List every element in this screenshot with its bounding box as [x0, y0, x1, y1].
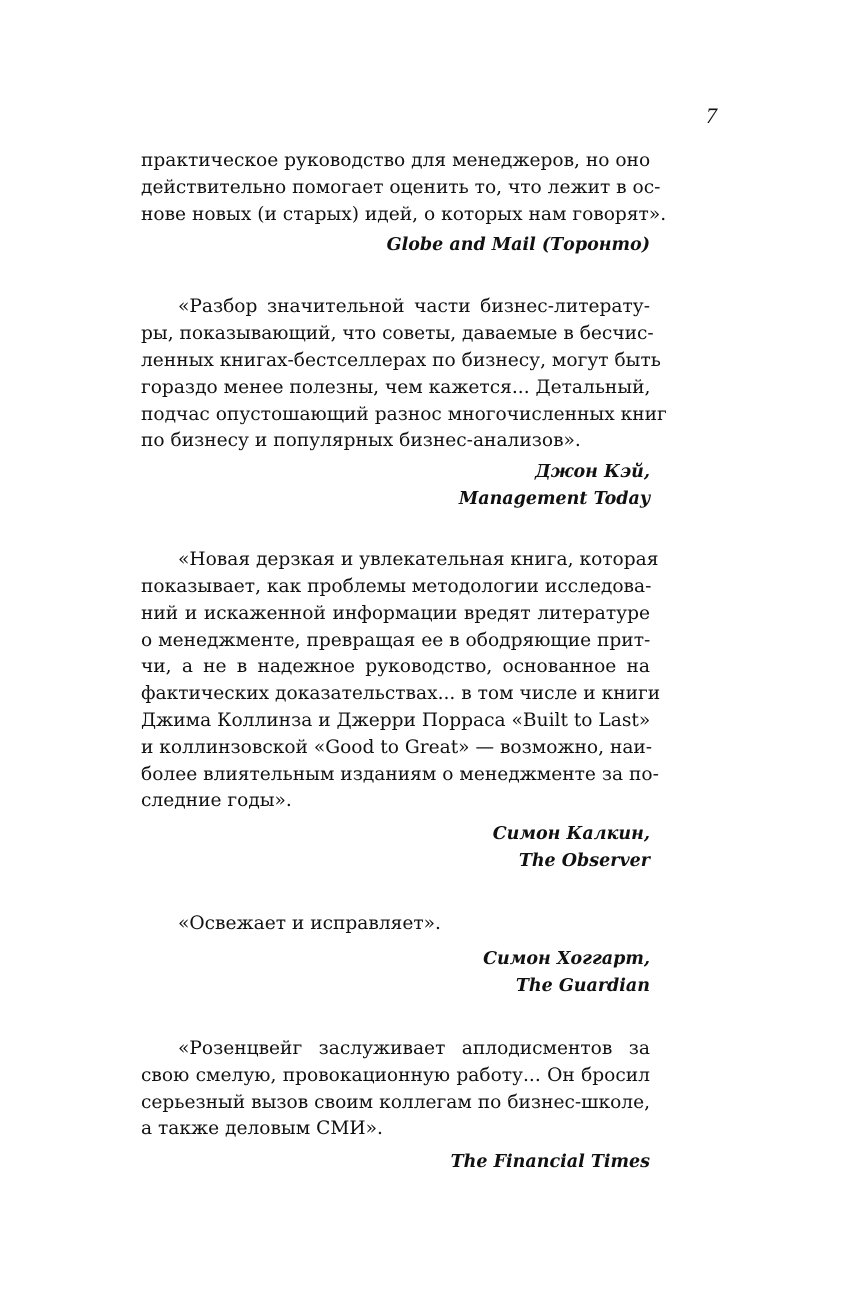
quote-attribution	[141, 232, 650, 259]
quote-text-line: серьезный вызов своим коллегам по бизнес-школе,	[141, 1091, 650, 1113]
attribution-source: Globe and Mail (Торонто)	[386, 235, 650, 256]
quote-text-line: следние годы».	[141, 790, 292, 812]
quote-text-line: и коллинзовской «Good to Great» — возможно, наи-	[141, 736, 653, 758]
quote-text-line: по бизнесу и популярных бизнес-анализов».	[141, 430, 581, 452]
quote-text-line: а также деловым СМИ».	[141, 1118, 383, 1140]
attribution-author: Джон Кэй,	[535, 462, 650, 483]
attribution-source: The Observer	[518, 851, 650, 872]
quote-text-line: действительно помогает оценить то, что лежит в ос-	[141, 176, 661, 198]
quote-text-line: более влиятельным изданиям о менеджменте за по-	[141, 763, 659, 785]
quote-text-line: ний и искаженной информации вредят литературе	[141, 602, 650, 624]
attribution-author: Симон Калкин,	[492, 824, 650, 845]
quote-3	[141, 547, 661, 875]
page-content	[141, 148, 667, 1176]
quote-text-line: подчас опустошающий разнос многочисленных книг	[141, 403, 667, 425]
quote-text-line: ры, показывающий, что советы, даваемые в бесчис-	[141, 323, 654, 345]
quote-text-line: ленных книгах-бестселлерах по бизнесу, могут быть	[141, 349, 661, 371]
quote-text-line: о менеджменте, превращая ее в ободряющие прит-	[141, 629, 651, 651]
quote-attribution	[141, 1149, 650, 1176]
quote-attribution	[141, 946, 650, 1000]
quote-text-line: «Разбор значительной части бизнес-литерату-	[178, 296, 650, 318]
quote-text-line: практическое руководство для менеджеров, но оно	[141, 150, 651, 171]
quote-5	[141, 1036, 650, 1176]
quote-2	[141, 294, 667, 513]
page-number: 7	[706, 103, 717, 128]
quote-attribution	[141, 459, 650, 513]
quote-4	[141, 911, 650, 1000]
quote-text-line: «Освежает и исправляет».	[178, 913, 441, 935]
attribution-source: Management Today	[458, 489, 650, 510]
quote-text-line: показывает, как проблемы методологии исследова-	[141, 575, 652, 597]
quote-attribution	[141, 821, 650, 875]
attribution-author: Симон Хоггарт,	[483, 948, 650, 969]
quote-text-line: свою смелую, провокационную работу... Он бросил	[141, 1064, 650, 1086]
quote-text-line: нове новых (и старых) идей, о которых нам говорят».	[141, 203, 667, 225]
quote-text-line: «Розенцвейг заслуживает аплодисментов за	[178, 1037, 650, 1059]
quote-text-line: фактических доказательствах... в том числе и книги	[141, 683, 661, 705]
quote-text-line: гораздо менее полезны, чем кажется... Детальный,	[141, 376, 651, 398]
attribution-source: The Guardian	[515, 975, 650, 996]
quote-text-line: чи, а не в надежное руководство, основанное на	[141, 656, 650, 678]
quote-1	[141, 148, 667, 259]
quote-text-line: «Новая дерзкая и увлекательная книга, которая	[178, 549, 659, 571]
attribution-source: The Financial Times	[450, 1152, 650, 1173]
quote-text-line: Джима Коллинза и Джерри Порраса «Built to Last»	[141, 709, 651, 731]
